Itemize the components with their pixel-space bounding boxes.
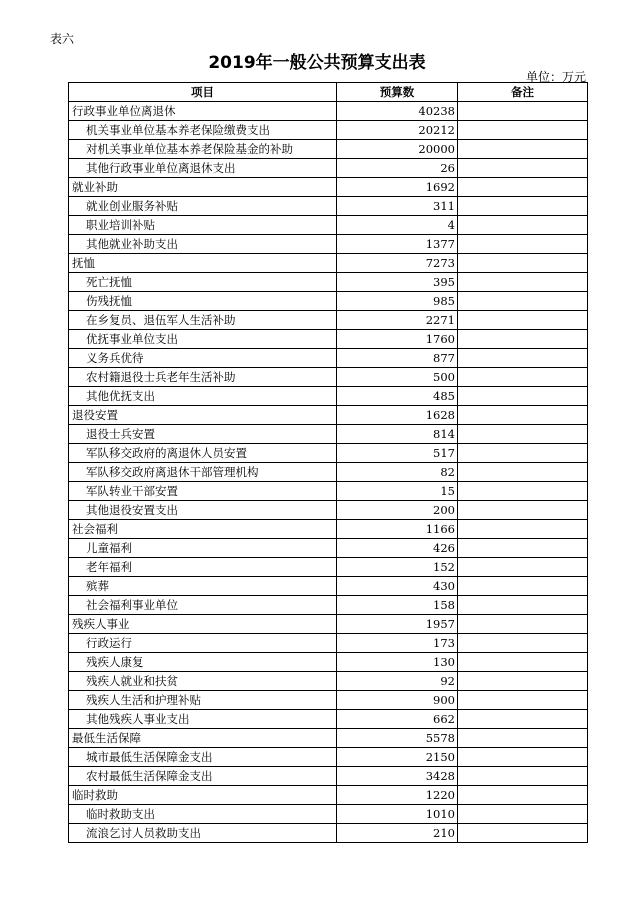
row-note xyxy=(458,824,588,843)
page-title: 2019年一般公共预算支出表 xyxy=(208,53,426,73)
row-budget-value: 82 xyxy=(337,463,458,482)
row-budget-value: 500 xyxy=(337,368,458,387)
table-row xyxy=(69,539,588,558)
row-item: 社会福利 xyxy=(69,520,337,539)
table-row xyxy=(69,102,588,121)
row-note xyxy=(458,254,588,273)
table-row xyxy=(69,463,588,482)
row-budget-value: 430 xyxy=(337,577,458,596)
row-note xyxy=(458,121,588,140)
row-note xyxy=(458,235,588,254)
table-row xyxy=(69,216,588,235)
row-item: 农村最低生活保障金支出 xyxy=(69,767,337,786)
row-budget-value: 1692 xyxy=(337,178,458,197)
row-budget-value: 1377 xyxy=(337,235,458,254)
row-item: 机关事业单位基本养老保险缴费支出 xyxy=(69,121,337,140)
table-header-row xyxy=(69,83,588,102)
row-budget-value: 2150 xyxy=(337,748,458,767)
row-item: 其他就业补助支出 xyxy=(69,235,337,254)
row-note xyxy=(458,463,588,482)
table-row xyxy=(69,824,588,843)
table-row xyxy=(69,729,588,748)
row-note xyxy=(458,577,588,596)
row-item: 残疾人事业 xyxy=(69,615,337,634)
row-note xyxy=(458,292,588,311)
row-item: 职业培训补贴 xyxy=(69,216,337,235)
row-note xyxy=(458,216,588,235)
row-item: 其他优抚支出 xyxy=(69,387,337,406)
row-budget-value: 7273 xyxy=(337,254,458,273)
row-note xyxy=(458,786,588,805)
row-budget-value: 1010 xyxy=(337,805,458,824)
row-note xyxy=(458,387,588,406)
row-note xyxy=(458,368,588,387)
row-item: 军队移交政府的离退休人员安置 xyxy=(69,444,337,463)
row-item: 其他残疾人事业支出 xyxy=(69,710,337,729)
unit-label: 单位：万元 xyxy=(525,70,586,84)
row-budget-value: 152 xyxy=(337,558,458,577)
table-row xyxy=(69,444,588,463)
row-budget-value: 1166 xyxy=(337,520,458,539)
row-note xyxy=(458,520,588,539)
table-row xyxy=(69,634,588,653)
budget-table xyxy=(68,82,588,843)
row-item: 流浪乞讨人员救助支出 xyxy=(69,824,337,843)
row-budget-value: 26 xyxy=(337,159,458,178)
table-row xyxy=(69,520,588,539)
table-row xyxy=(69,501,588,520)
row-item: 残疾人康复 xyxy=(69,653,337,672)
row-note xyxy=(458,539,588,558)
row-item: 伤残抚恤 xyxy=(69,292,337,311)
row-budget-value: 210 xyxy=(337,824,458,843)
row-note xyxy=(458,311,588,330)
table-row xyxy=(69,292,588,311)
row-item: 军队移交政府离退休干部管理机构 xyxy=(69,463,337,482)
row-budget-value: 1760 xyxy=(337,330,458,349)
row-item: 退役士兵安置 xyxy=(69,425,337,444)
row-budget-value: 4 xyxy=(337,216,458,235)
row-note xyxy=(458,159,588,178)
row-note xyxy=(458,273,588,292)
row-item: 农村籍退役士兵老年生活补助 xyxy=(69,368,337,387)
row-item: 临时救助支出 xyxy=(69,805,337,824)
row-budget-value: 3428 xyxy=(337,767,458,786)
row-item: 殡葬 xyxy=(69,577,337,596)
table-row xyxy=(69,710,588,729)
row-note xyxy=(458,653,588,672)
row-note xyxy=(458,330,588,349)
row-item: 临时救助 xyxy=(69,786,337,805)
header-note: 备注 xyxy=(458,83,588,102)
table-number-label: 表六 xyxy=(50,32,75,46)
table-row xyxy=(69,387,588,406)
table-row xyxy=(69,159,588,178)
row-item: 退役安置 xyxy=(69,406,337,425)
row-budget-value: 20000 xyxy=(337,140,458,159)
row-budget-value: 877 xyxy=(337,349,458,368)
table-row xyxy=(69,254,588,273)
row-budget-value: 1628 xyxy=(337,406,458,425)
row-note xyxy=(458,615,588,634)
row-item: 就业补助 xyxy=(69,178,337,197)
row-budget-value: 20212 xyxy=(337,121,458,140)
row-item: 残疾人就业和扶贫 xyxy=(69,672,337,691)
row-item: 城市最低生活保障金支出 xyxy=(69,748,337,767)
row-note xyxy=(458,178,588,197)
row-item: 老年福利 xyxy=(69,558,337,577)
header-item: 项目 xyxy=(69,83,337,102)
row-item: 义务兵优待 xyxy=(69,349,337,368)
row-item: 抚恤 xyxy=(69,254,337,273)
row-note xyxy=(458,805,588,824)
row-budget-value: 92 xyxy=(337,672,458,691)
row-note xyxy=(458,710,588,729)
row-note xyxy=(458,767,588,786)
row-note xyxy=(458,729,588,748)
table-row xyxy=(69,748,588,767)
row-note xyxy=(458,349,588,368)
row-budget-value: 15 xyxy=(337,482,458,501)
row-budget-value: 662 xyxy=(337,710,458,729)
table-row xyxy=(69,482,588,501)
table-row xyxy=(69,178,588,197)
row-note xyxy=(458,482,588,501)
row-budget-value: 395 xyxy=(337,273,458,292)
row-budget-value: 814 xyxy=(337,425,458,444)
table-row xyxy=(69,767,588,786)
row-budget-value: 173 xyxy=(337,634,458,653)
table-row xyxy=(69,596,588,615)
row-note xyxy=(458,140,588,159)
row-budget-value: 311 xyxy=(337,197,458,216)
row-budget-value: 426 xyxy=(337,539,458,558)
row-note xyxy=(458,501,588,520)
row-item: 社会福利事业单位 xyxy=(69,596,337,615)
row-note xyxy=(458,748,588,767)
table-row xyxy=(69,786,588,805)
table-row xyxy=(69,615,588,634)
table-row xyxy=(69,235,588,254)
header-budget: 预算数 xyxy=(337,83,458,102)
table-row xyxy=(69,311,588,330)
row-budget-value: 985 xyxy=(337,292,458,311)
row-item: 残疾人生活和护理补贴 xyxy=(69,691,337,710)
table-row xyxy=(69,273,588,292)
row-note xyxy=(458,197,588,216)
row-note xyxy=(458,558,588,577)
table-row xyxy=(69,672,588,691)
row-note xyxy=(458,102,588,121)
table-row xyxy=(69,330,588,349)
row-budget-value: 5578 xyxy=(337,729,458,748)
row-note xyxy=(458,672,588,691)
row-note xyxy=(458,444,588,463)
row-item: 在乡复员、退伍军人生活补助 xyxy=(69,311,337,330)
row-item: 其他行政事业单位离退休支出 xyxy=(69,159,337,178)
row-note xyxy=(458,596,588,615)
table-row xyxy=(69,425,588,444)
table-row xyxy=(69,691,588,710)
row-item: 对机关事业单位基本养老保险基金的补助 xyxy=(69,140,337,159)
table-row xyxy=(69,121,588,140)
row-note xyxy=(458,425,588,444)
table-row xyxy=(69,140,588,159)
table-row xyxy=(69,349,588,368)
row-item: 就业创业服务补贴 xyxy=(69,197,337,216)
row-note xyxy=(458,634,588,653)
row-budget-value: 40238 xyxy=(337,102,458,121)
row-item: 行政运行 xyxy=(69,634,337,653)
row-budget-value: 158 xyxy=(337,596,458,615)
table-row xyxy=(69,653,588,672)
row-note xyxy=(458,406,588,425)
row-item: 最低生活保障 xyxy=(69,729,337,748)
row-budget-value: 900 xyxy=(337,691,458,710)
row-budget-value: 2271 xyxy=(337,311,458,330)
row-budget-value: 130 xyxy=(337,653,458,672)
table-row xyxy=(69,197,588,216)
row-item: 行政事业单位离退休 xyxy=(69,102,337,121)
row-item: 死亡抚恤 xyxy=(69,273,337,292)
row-budget-value: 517 xyxy=(337,444,458,463)
table-row xyxy=(69,805,588,824)
table-row xyxy=(69,368,588,387)
row-item: 军队转业干部安置 xyxy=(69,482,337,501)
table-row xyxy=(69,406,588,425)
table-row xyxy=(69,558,588,577)
row-budget-value: 485 xyxy=(337,387,458,406)
row-item: 儿童福利 xyxy=(69,539,337,558)
row-budget-value: 1220 xyxy=(337,786,458,805)
row-item: 优抚事业单位支出 xyxy=(69,330,337,349)
row-budget-value: 1957 xyxy=(337,615,458,634)
row-item: 其他退役安置支出 xyxy=(69,501,337,520)
row-note xyxy=(458,691,588,710)
row-budget-value: 200 xyxy=(337,501,458,520)
table-row xyxy=(69,577,588,596)
